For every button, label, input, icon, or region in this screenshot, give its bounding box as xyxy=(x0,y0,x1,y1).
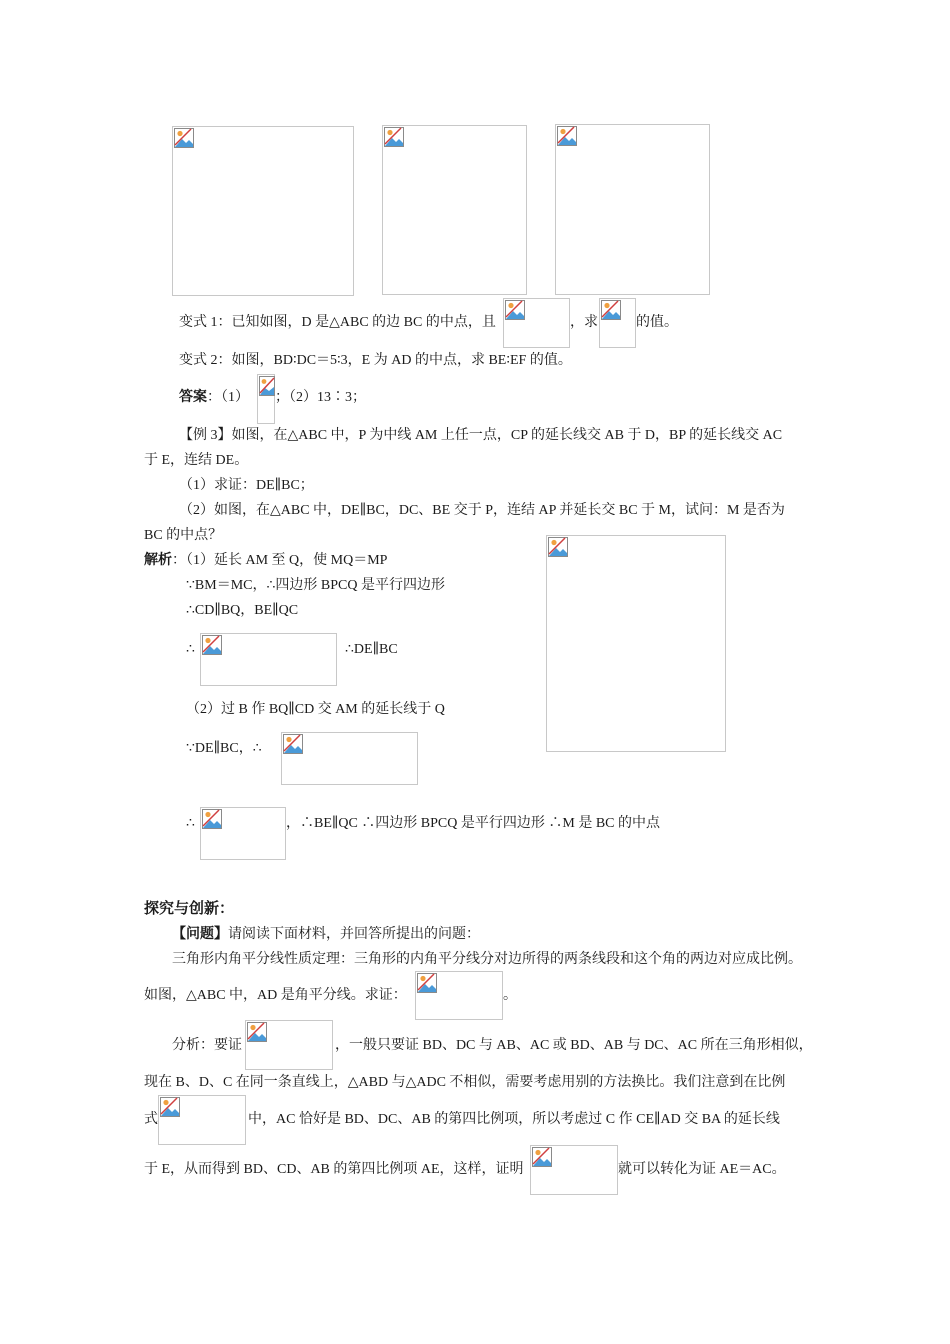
analysis-line4-suffix: 就可以转化为证 AE＝AC。 xyxy=(618,1162,786,1177)
example3-question2-line1: （2）如图，在△ABC 中，DE∥BC，DC、BE 交于 P，连结 AP 并延长交 BC 于 M，试问：M 是否为 xyxy=(179,503,785,518)
broken-image-icon xyxy=(601,300,621,320)
example3-line2: 于 E，连结 DE。 xyxy=(144,453,249,468)
analysis-text-suffix: ，一般只要证 BD、DC 与 AB、AC 或 BD、AB 与 DC、AC 所在三角形相似， xyxy=(335,1038,813,1053)
solution-step4-prefix: ∴ xyxy=(186,642,195,657)
broken-image-icon xyxy=(283,734,303,754)
section-heading: 探究与创新： xyxy=(144,900,235,917)
analysis-line2: 现在 B、D、C 在同一条直线上，△ABD 与△ADC 不相似，需要考虑用别的方法换比。我们注意到在比例 xyxy=(144,1075,786,1090)
variant1-text-mid: ，求 xyxy=(570,315,598,330)
formula-image xyxy=(281,732,418,785)
solution-step2: ∵BM＝MC，∴四边形 BPCQ 是平行四边形 xyxy=(186,578,445,593)
solution-step4-suffix: ∴DE∥BC xyxy=(345,642,398,657)
solution-step3: ∴CD∥BQ，BE∥QC xyxy=(186,603,299,618)
broken-image-icon xyxy=(202,635,222,655)
formula-image xyxy=(415,971,503,1020)
problem-text: 请阅读下面材料，并回答所提出的问题： xyxy=(228,927,480,942)
solution-step5: （2）过 B 作 BQ∥CD 交 AM 的延长线于 Q xyxy=(186,702,445,717)
broken-image-icon xyxy=(548,537,568,557)
figure-image-3 xyxy=(555,124,710,295)
solution-step7-prefix: ∴ xyxy=(186,816,195,831)
broken-image-icon xyxy=(384,127,404,147)
formula-image xyxy=(158,1095,246,1145)
broken-image-icon xyxy=(417,973,437,993)
formula-image xyxy=(530,1145,618,1195)
answer-part1: ：（1） xyxy=(207,390,249,405)
analysis-text-prefix: 分析：要证 xyxy=(172,1038,242,1053)
formula-image xyxy=(245,1020,333,1070)
broken-image-icon xyxy=(202,809,222,829)
analysis-line4-prefix: 于 E，从而得到 BD、CD、AB 的第四比例项 AE，这样，证明 xyxy=(144,1162,524,1177)
prove-text-suffix: 。 xyxy=(503,988,517,1003)
example3-line1: 【例 3】如图，在△ABC 中，P 为中线 AM 上任一点，CP 的延长线交 AB 于 D，BP 的延长线交 AC xyxy=(179,428,783,443)
broken-image-icon xyxy=(174,128,194,148)
example3-question1: （1）求证：DE∥BC； xyxy=(179,478,314,493)
broken-image-icon xyxy=(259,376,275,396)
broken-image-icon xyxy=(247,1022,267,1042)
formula-image xyxy=(257,374,275,424)
formula-image xyxy=(503,298,570,348)
formula-image xyxy=(200,807,286,860)
variant1-text-prefix: 变式 1：已知如图，D 是△ABC 的边 BC 的中点，且 xyxy=(179,315,496,330)
prove-text-prefix: 如图，△ABC 中，AD 是角平分线。求证： xyxy=(144,988,407,1003)
figure-image-example3 xyxy=(546,535,726,752)
answer-part2: ；（2）13∶3； xyxy=(275,390,366,405)
solution-step6-prefix: ∵DE∥BC，∴ xyxy=(186,741,262,756)
formula-image xyxy=(599,298,636,348)
analysis-line3-prefix: 式 xyxy=(144,1112,158,1127)
solution-step1: ：（1）延长 AM 至 Q，使 MQ＝MP xyxy=(172,553,388,568)
figure-image-2 xyxy=(382,125,527,295)
broken-image-icon xyxy=(160,1097,180,1117)
solution-step7-suffix: ，∴BE∥QC ∴四边形 BPCQ 是平行四边形 ∴M 是 BC 的中点 xyxy=(286,816,660,831)
theorem-text: 三角形内角平分线性质定理：三角形的内角平分线分对边所得的两条线段和这个角的两边对应成比例。 xyxy=(172,952,802,967)
figure-image-1 xyxy=(172,126,354,296)
formula-image xyxy=(200,633,337,686)
problem-label: 【问题】 xyxy=(172,927,228,942)
solution-label: 解析 xyxy=(144,553,172,568)
answer-label: 答案 xyxy=(179,390,207,405)
variant2-text: 变式 2：如图，BD∶DC＝5∶3，E 为 AD 的中点，求 BE∶EF 的值。 xyxy=(179,353,572,368)
analysis-line3-suffix: 中，AC 恰好是 BD、DC、AB 的第四比例项，所以考虑过 C 作 CE∥AD 交 BA 的延长线 xyxy=(248,1112,780,1127)
broken-image-icon xyxy=(557,126,577,146)
broken-image-icon xyxy=(505,300,525,320)
broken-image-icon xyxy=(532,1147,552,1167)
variant1-text-suffix: 的值。 xyxy=(636,315,678,330)
example3-question2-line2: BC 的中点？ xyxy=(144,528,223,543)
